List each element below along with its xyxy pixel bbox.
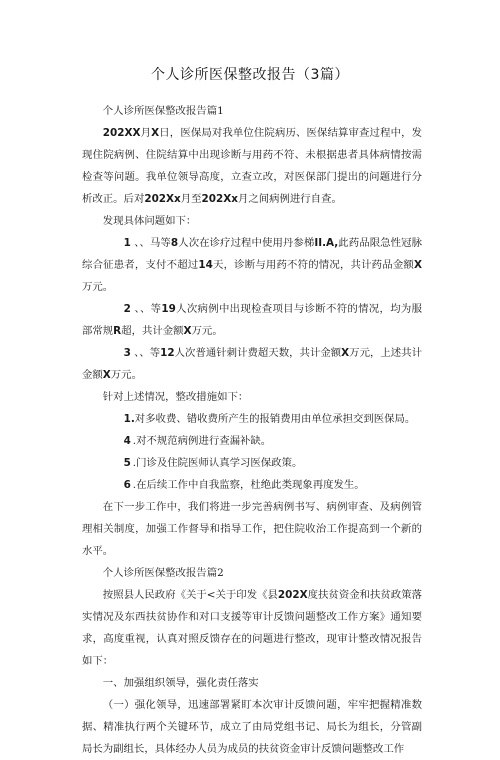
item-figure: X: [341, 347, 350, 359]
intro-year: 202XX: [102, 127, 141, 139]
item-text: 天，诊断与用药不符的情况，共计药品金额: [212, 259, 414, 271]
item-figure: X: [414, 259, 423, 271]
section1-heading: 个人诊所医保整改报告篇1: [102, 105, 224, 117]
item-text: .门诊及住院医师认真学习医保政策。: [132, 457, 303, 469]
intro-text: 按照县人民政府《关于<关于印发《县: [102, 589, 278, 601]
item-figure: 8: [170, 237, 179, 249]
item-text: 超，共计金额: [121, 325, 184, 337]
item-number: 4: [123, 435, 131, 447]
item-number: 1.: [123, 413, 135, 425]
item-text: 人次普通针刺计费超天数，共计金额: [174, 347, 342, 359]
document-body: [82, 100, 422, 760]
item-number: 1: [123, 237, 131, 249]
item-text: .对不规范病例进行查漏补缺。: [132, 435, 272, 447]
item-text: 此药品限急性冠脉综合征患者，支付不超过: [82, 237, 422, 271]
item-text: 、、等: [134, 303, 162, 315]
item-figure: X: [102, 369, 111, 381]
item-figure: 19: [161, 303, 176, 315]
item-text: 万元。: [191, 325, 223, 337]
problem-item-3: [82, 342, 422, 386]
problem-item-2: [82, 298, 422, 342]
item-figure: X: [183, 325, 192, 337]
problem-item-1: [82, 232, 422, 298]
intro-day: X: [151, 127, 160, 139]
section2-subheading-1: 一、加强组织领导，强化责任落实: [102, 677, 259, 689]
intro-text: 月之间病例进行自查。: [237, 193, 342, 205]
section1-intro: [82, 122, 422, 210]
section2-intro: [82, 584, 422, 672]
section1-closing: 在下一步工作中，我们将进一步完善病例书写、病例审查、及病例管理相关制度，加强工作督导和指导工作，把住院收治工作提高到一个新的水平。: [82, 501, 422, 557]
item-figure: 12: [160, 347, 175, 359]
item-text: .在后续工作中自我监察，杜绝此类现象再度发生。: [132, 479, 365, 491]
intro-year: 202Xx: [144, 193, 181, 205]
item-figure: 14: [198, 259, 213, 271]
intro-text: 日，医保局对我单位住院病历、医保结算审查过程中，发现住院病例、住院结算中出现诊断与用药不符、未根据患者具体病情按需检查等问题。我单位领导高度，立查立改，对医保部门提出的问题进行分析改正。后对: [82, 127, 423, 205]
intro-year: 202Xx: [201, 193, 238, 205]
item-figure: R: [113, 325, 122, 337]
intro-year: 202X: [277, 589, 308, 601]
item-number: 6: [123, 479, 131, 491]
measure-item-5: [82, 452, 422, 474]
item-number: 3: [123, 347, 131, 359]
intro-text: 月: [140, 127, 152, 139]
item-text: 万元。: [82, 281, 114, 293]
measure-item-6: [82, 474, 422, 496]
item-text: 万元。: [110, 369, 142, 381]
intro-text: 度扶贫资金和扶贫政策落实情况及东西扶贫协作和对口支援等审计反馈问题整改工作方案》通知要求，高度重视，认真对照反馈存在的问题进行整改，现审计整改情况报告如下：: [82, 589, 422, 667]
problems-label: 发现具体问题如下：: [102, 215, 197, 227]
item-text: 、、马等: [134, 237, 171, 249]
item-number: 5: [123, 457, 131, 469]
item-text: 万元，上述共计金额: [82, 347, 422, 381]
measures-label: 针对上述情况，整改措施如下：: [102, 391, 249, 403]
section2-heading: 个人诊所医保整改报告篇2: [102, 567, 224, 579]
item-figure: II.A,: [314, 237, 339, 249]
item-text: 人次在诊疗过程中使用丹参梯: [178, 237, 315, 249]
item-number: 2: [123, 303, 131, 315]
item-text: 对多收费、错收费所产生的报销费用由单位承担交到医保局。: [134, 413, 416, 425]
measure-item-1: [82, 408, 422, 430]
document-title: 个人诊所医保整改报告（3篇）: [151, 67, 349, 83]
section2-subparagraph-1: （一）强化领导，迅速部署紧盯本次审计反馈问题，牢牢把握精准数据、精准执行两个关键环节，成立了由局党组书记、局长为组长，分管副局长为副组长，具体经办人员为成员的扶贫资金审计反馈问题整改工作: [82, 699, 422, 755]
measure-item-4: [82, 430, 422, 452]
item-text: 人次病例中出现检查项目与诊断不符的情况，均为服部常规: [82, 303, 422, 337]
intro-text: 月至: [180, 193, 202, 205]
item-text: 、、等: [134, 347, 161, 359]
